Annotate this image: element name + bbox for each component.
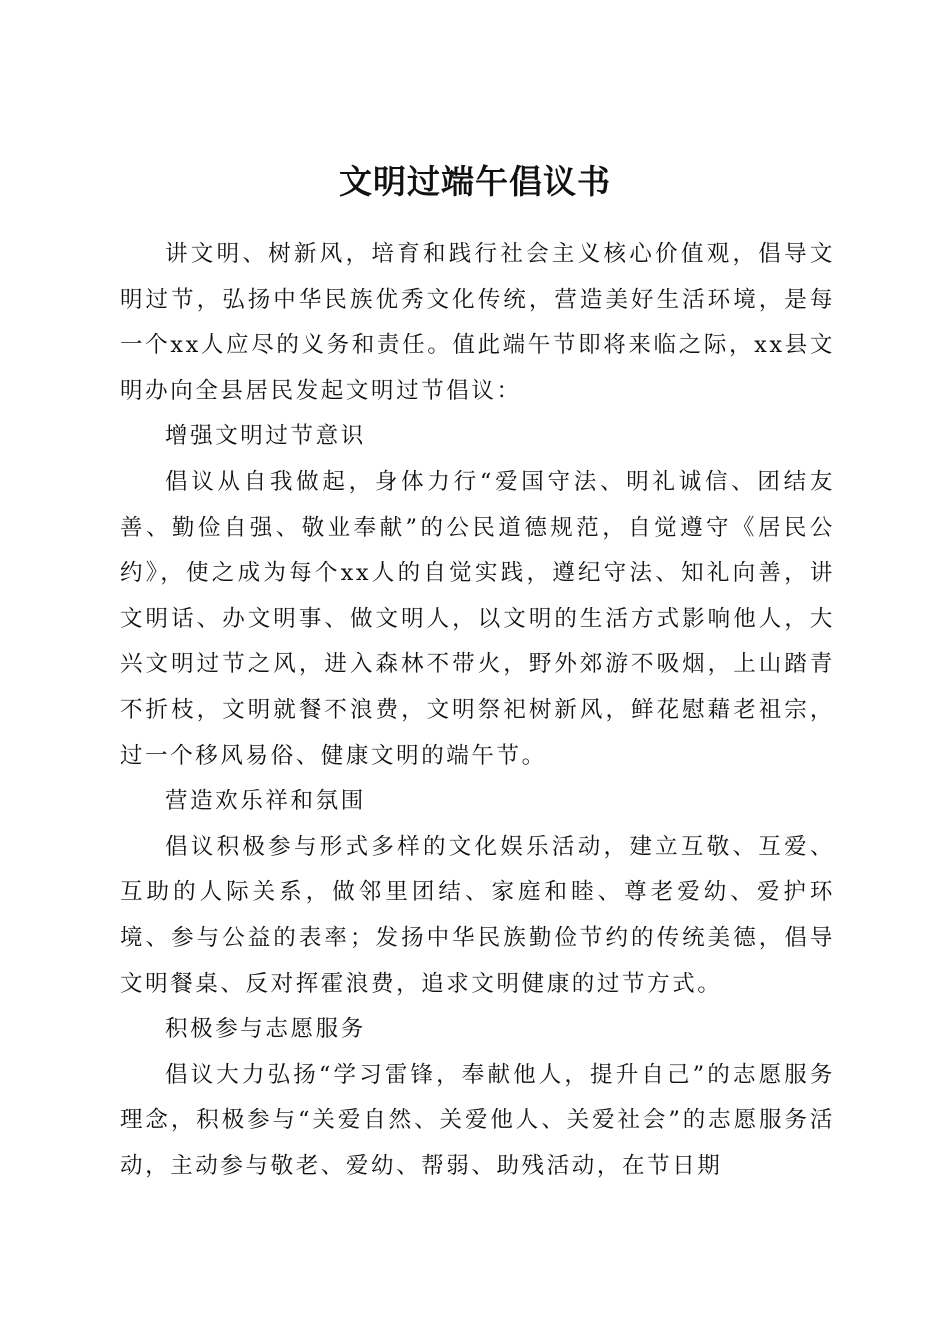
atmosphere-paragraph: 倡议积极参与形式多样的文化娱乐活动，建立互敬、互爱、互助的人际关系，做邻里团结、家庭和睦、尊老爱幼、爱护环境、参与公益的表率；发扬中华民族勤俭节约的传统美德，倡导文明餐桌、反对挥霍浪费，追求文明健康的过节方式。 [120, 833, 835, 997]
document-title: 文明过端午倡议书 [339, 162, 611, 202]
document-body [120, 232, 835, 1189]
intro-paragraph: 讲文明、树新风，培育和践行社会主义核心价值观，倡导文明过节，弘扬中华民族优秀文化传统，营造美好生活环境，是每一个xx人应尽的义务和责任。值此端午节即将来临之际，xx县文明办向全县居民发起文明过节倡议： [120, 241, 835, 404]
volunteer-paragraph: 倡议大力弘扬“学习雷锋，奉献他人，提升自己”的志愿服务理念，积极参与“关爱自然、关爱他人、关爱社会”的志愿服务活动，主动参与敬老、爱幼、帮弱、助残活动，在节日期 [120, 1061, 835, 1179]
awareness-paragraph: 倡议从自我做起，身体力行“爱国守法、明礼诚信、团结友善、勤俭自强、敬业奉献”的公民道德规范，自觉遵守《居民公约》，使之成为每个xx人的自觉实践，遵纪守法、知礼向善，讲文明话、办文明事、做文明人，以文明的生活方式影响他人，大兴文明过节之风，进入森林不带火，野外郊游不吸烟，上山踏青不折枝，文明就餐不浪费，文明祭祀树新风，鲜花慰藉老祖宗，过一个移风易俗、健康文明的端午节。 [120, 468, 835, 769]
section-heading-awareness: 增强文明过节意识 [165, 423, 366, 450]
section-heading-atmosphere: 营造欢乐祥和氛围 [165, 788, 366, 815]
section-heading-volunteer: 积极参与志愿服务 [165, 1016, 366, 1043]
